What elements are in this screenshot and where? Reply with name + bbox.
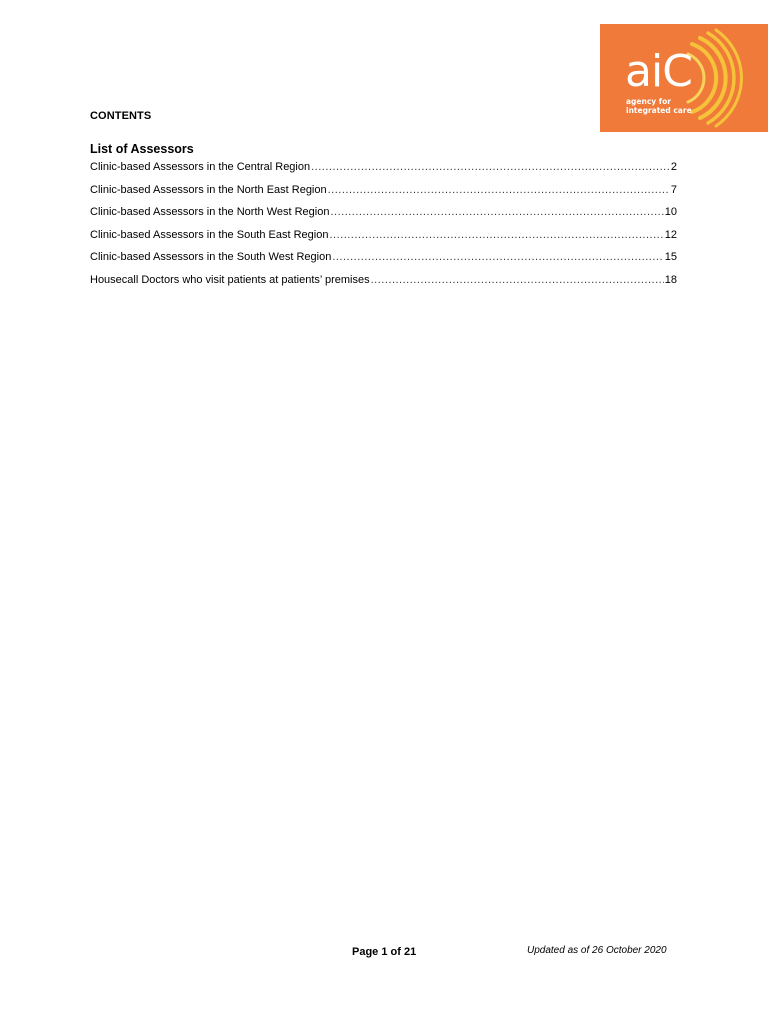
toc-entry-page[interactable]: 2	[670, 161, 677, 173]
toc-entry-page[interactable]: 18	[664, 273, 677, 286]
toc-dot-leader	[311, 159, 670, 175]
toc-entry-page[interactable]: 12	[664, 228, 677, 241]
table-of-contents	[90, 159, 677, 294]
toc-entry-page[interactable]: 7	[670, 183, 677, 196]
toc-entry-label[interactable]: Clinic-based Assessors in the North East Region	[90, 183, 327, 196]
toc-entry-label[interactable]: Clinic-based Assessors in the North West Region	[90, 206, 330, 218]
toc-dot-leader	[329, 227, 663, 243]
toc-dot-leader	[371, 272, 664, 288]
toc-entry[interactable]	[90, 227, 677, 250]
toc-heading: List of Assessors	[90, 142, 194, 156]
logo-tagline-line2: integrated care	[626, 106, 692, 115]
toc-entry[interactable]	[90, 204, 677, 227]
logo-tagline	[626, 97, 736, 115]
contents-heading: CONTENTS	[90, 110, 152, 122]
toc-entry-page[interactable]: 10	[664, 206, 677, 218]
toc-entry-label[interactable]: Clinic-based Assessors in the Central Region	[90, 161, 311, 173]
toc-entry-label[interactable]: Clinic-based Assessors in the South East Region	[90, 228, 329, 241]
toc-entry-label[interactable]: Clinic-based Assessors in the South West Region	[90, 251, 332, 263]
aic-logo	[600, 24, 768, 132]
page-number: Page 1 of 21	[352, 946, 417, 958]
toc-entry[interactable]	[90, 159, 677, 182]
updated-date: Updated as of 26 October 2020	[527, 945, 667, 956]
toc-entry[interactable]	[90, 272, 677, 295]
logo-tagline-line1: agency for	[626, 97, 671, 106]
logo-wordmark: aiC	[625, 46, 692, 97]
toc-dot-leader	[328, 182, 670, 198]
toc-entry[interactable]	[90, 182, 677, 205]
toc-entry-page[interactable]: 15	[664, 251, 677, 263]
toc-entry[interactable]	[90, 249, 677, 272]
toc-dot-leader	[330, 204, 663, 220]
toc-dot-leader	[332, 249, 663, 265]
toc-entry-label[interactable]: Housecall Doctors who visit patients at patients’ premises	[90, 273, 370, 286]
